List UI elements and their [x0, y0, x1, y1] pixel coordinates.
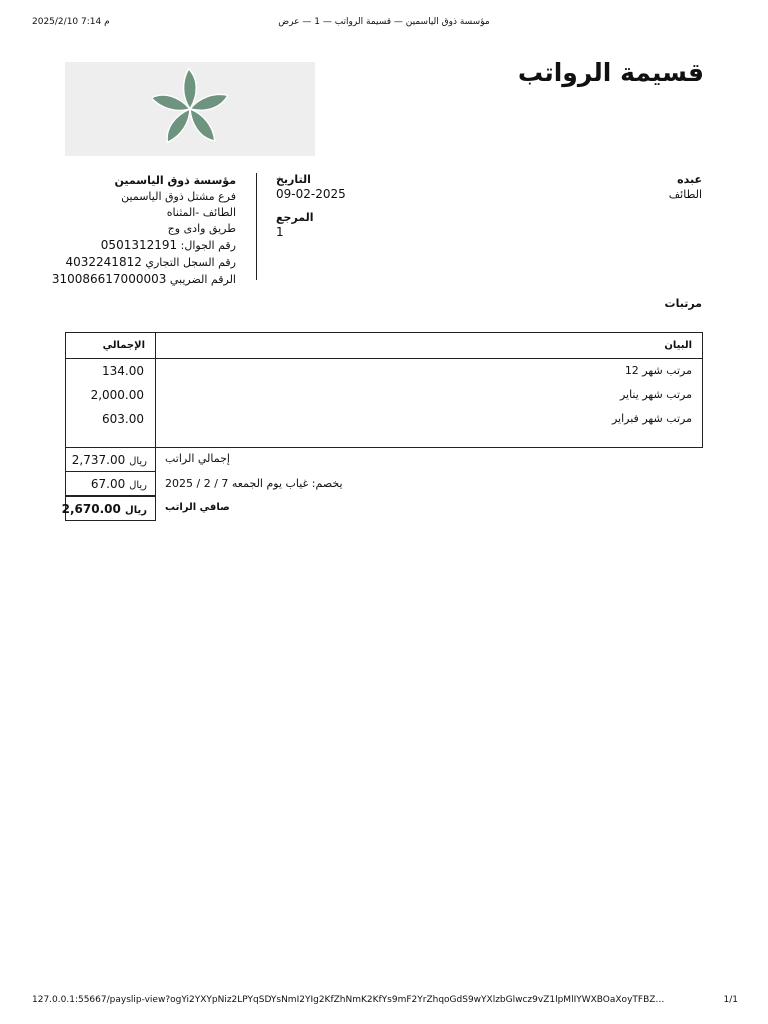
mobile-number: 0501312191 [100, 238, 178, 252]
company-street: طريق وادى وج [167, 222, 236, 235]
company-logo [65, 62, 315, 156]
payslip-title: قسيمة الرواتب [517, 58, 704, 87]
ref-value: 1 [276, 225, 284, 239]
currency-label: ريال [129, 480, 147, 491]
print-datetime: 2025/2/10 7:14 م [32, 17, 110, 27]
currency-label: ريال [125, 505, 147, 516]
deduction-value: 67.00 [90, 477, 126, 491]
date-value: 09-02-2025 [276, 187, 346, 201]
payslip-meta [276, 173, 396, 239]
cr-label: رقم السجل التجاري [145, 256, 236, 269]
table-header [66, 333, 702, 359]
company-city: الطائف -المثناه [166, 206, 236, 219]
description-column [156, 359, 702, 447]
col-total-header: الإجمالي [66, 333, 156, 358]
row-description: مرتب شهر يناير [619, 388, 692, 401]
date-label: التاريخ [276, 173, 311, 186]
company-info [16, 173, 236, 288]
row-amount: 134.00 [102, 364, 144, 378]
net-salary-label: صافي الراتب [165, 502, 230, 513]
company-cr-line [16, 254, 236, 271]
company-name: مؤسسة ذوق الياسمين [114, 174, 236, 187]
row-description: مرتب شهر فبراير [611, 412, 692, 425]
employee-info [582, 173, 702, 201]
info-divider [256, 173, 257, 280]
company-branch: فرع مشتل ذوق الياسمين [121, 190, 236, 203]
net-salary-value: 2,670.00 [61, 502, 121, 516]
company-vat-line [16, 271, 236, 288]
gross-total-value: 2,737.00 [71, 453, 126, 467]
jasmine-flower-logo-icon [152, 67, 228, 151]
mobile-label: رقم الجوال: [180, 239, 236, 252]
col-desc-header: البيان [664, 340, 692, 351]
print-page-title: مؤسسة ذوق الياسمين — قسيمة الرواتب — 1 — عرض [278, 17, 490, 27]
deduction-label: يخصم: غياب يوم الجمعه 7 / 2 / 2025 [165, 477, 343, 490]
gross-total-label: إجمالي الراتب [165, 452, 230, 465]
vat-number: 310086617000003 [51, 272, 167, 286]
employee-name: عبده [677, 173, 702, 186]
net-salary-box [61, 496, 156, 521]
currency-label: ريال [129, 456, 147, 467]
print-page-count: 1/1 [723, 995, 738, 1005]
company-mobile-line [16, 237, 236, 254]
vat-label: الرقم الضريبي [169, 273, 236, 286]
amount-column [66, 359, 156, 447]
table-body [66, 359, 702, 447]
gross-total-box [65, 447, 156, 472]
row-amount: 2,000.00 [90, 388, 144, 402]
section-title: مرتبات [664, 297, 702, 310]
deduction-box [65, 471, 156, 496]
print-url: 127.0.0.1:55667/payslip-view?ogYi2YXYpNiz2LPYqSDYsNmI2YIg2KfZhNmK2KfYs9mF2YrZhqoGdS9wYXlzbGlwcz9vZ1lpMlIYWXBOaXoyTFBZ… [32, 995, 665, 1005]
ref-label: المرجع [276, 211, 314, 224]
row-description: مرتب شهر 12 [624, 364, 692, 377]
employee-city: الطائف [668, 188, 702, 201]
cr-number: 4032241812 [65, 255, 142, 269]
row-amount: 603.00 [102, 412, 144, 426]
salary-table [65, 332, 703, 448]
